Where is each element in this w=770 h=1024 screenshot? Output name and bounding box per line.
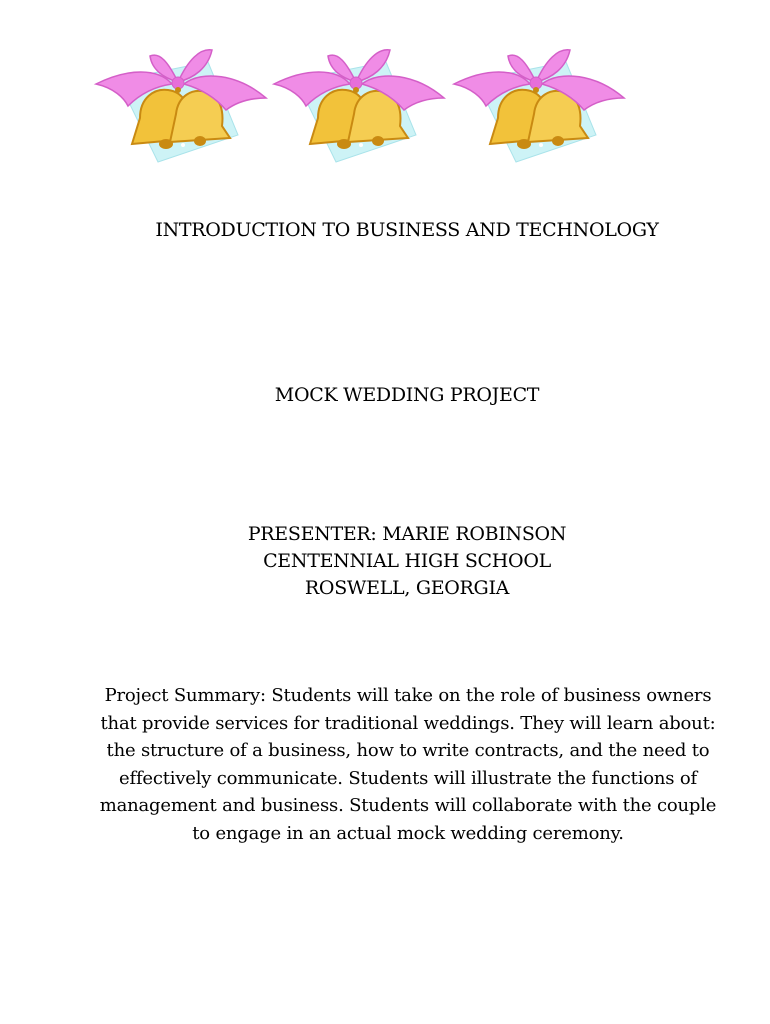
project-name: MOCK WEDDING PROJECT: [274, 384, 540, 406]
presenter-line: PRESENTER: MARIE ROBINSON: [247, 523, 567, 545]
bells-decoration-row: [88, 40, 628, 170]
document-title: INTRODUCTION TO BUSINESS AND TECHNOLOGY: [155, 219, 659, 241]
presenter-block: [22, 521, 770, 602]
project-summary: Project Summary: Students will take on the role of business owners that provide services for traditional weddings. They will learn about: the structure of a business, how to write contracts, and the need to effectively communicate. Students will illustrate the functions of management and business. Students will collaborate with the couple to engage in an actual mock wedding ceremony.: [99, 685, 717, 844]
wedding-bells-icon: [88, 40, 268, 170]
school-name: CENTENNIAL HIGH SCHOOL: [263, 550, 551, 572]
school-location: ROSWELL, GEORGIA: [304, 577, 510, 599]
wedding-bells-icon: [446, 40, 626, 170]
wedding-bells-icon: [266, 40, 446, 170]
